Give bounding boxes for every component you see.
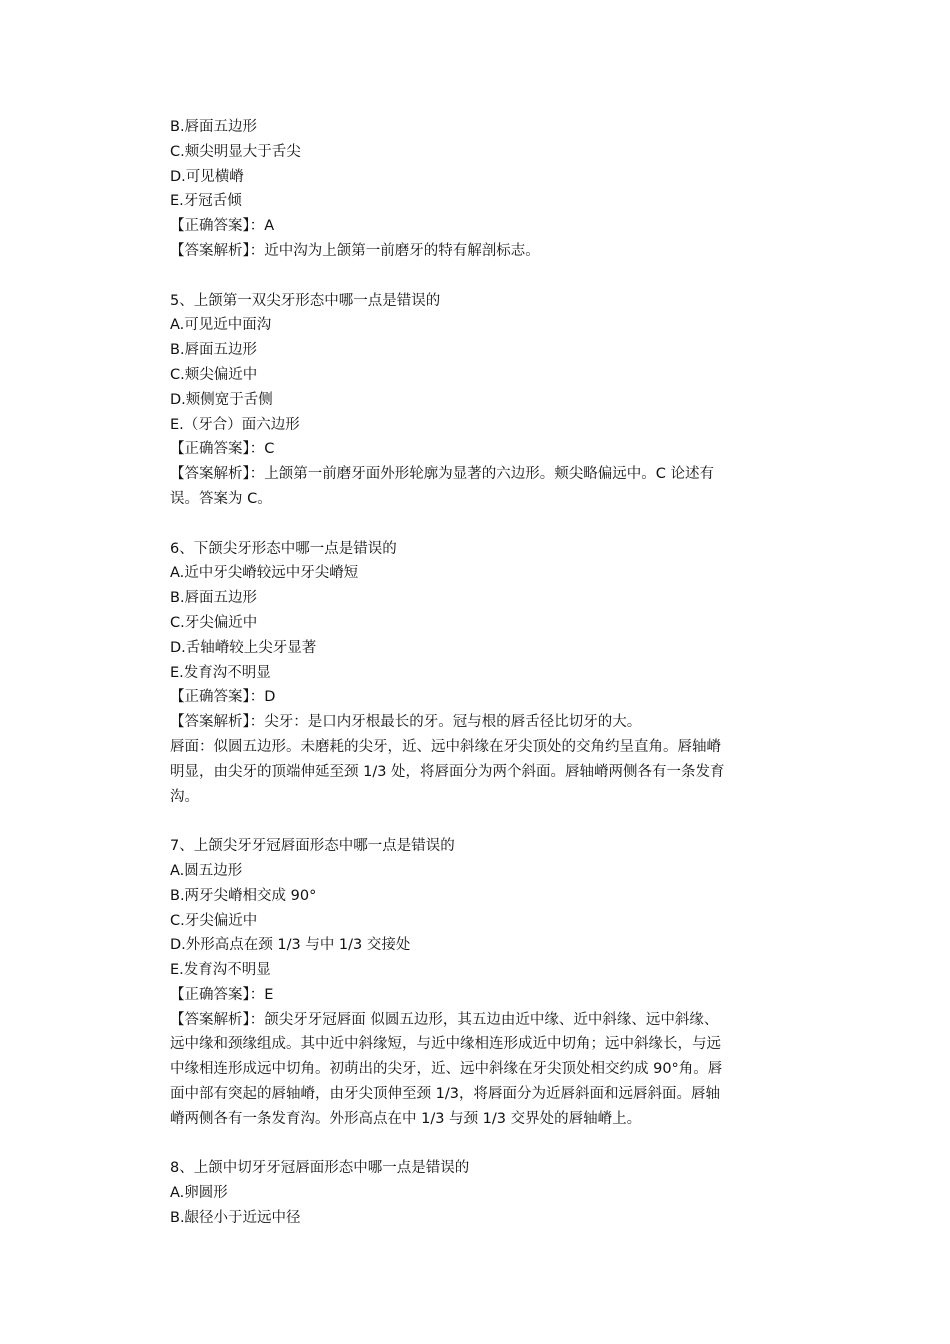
answer-line: 【正确答案】：E <box>170 986 274 1003</box>
answer-line: 【正确答案】：D <box>170 689 276 706</box>
explanation-line: 面中部有突起的唇轴嵴，由牙尖顶伸至颈 1/3，将唇面分为近唇斜面和远唇斜面。唇轴 <box>170 1086 720 1103</box>
explanation-line: 明显，由尖牙的顶端伸延至颈 1/3 处，将唇面分为两个斜面。唇轴嵴两侧各有一条发育 <box>170 763 725 780</box>
explanation-line: 中缘相连形成远中切角。初萌出的尖牙，近、远中斜缘在牙尖顶处相交约成 90°角。唇 <box>170 1061 723 1078</box>
option-line: E.发育沟不明显 <box>170 962 271 979</box>
option-line: C.颊尖偏近中 <box>170 366 258 383</box>
explanation-line: 唇面：似圆五边形。未磨耗的尖牙，近、远中斜缘在牙尖顶处的交角约呈直角。唇轴嵴 <box>170 738 721 755</box>
option-line: C.牙尖偏近中 <box>170 912 258 929</box>
answer-line: 【正确答案】：A <box>170 218 275 235</box>
option-line: E.（牙合）面六边形 <box>170 416 300 433</box>
option-line: B.唇面五边形 <box>170 342 258 359</box>
option-line: B.唇面五边形 <box>170 590 258 607</box>
option-line: A.卵圆形 <box>170 1185 228 1202</box>
option-line: A.可见近中面沟 <box>170 317 272 334</box>
document-page <box>170 115 820 1231</box>
explanation-line: 【答案解析】：上颌第一前磨牙面外形轮廓为显著的六边形。颊尖略偏远中。C 论述有 <box>170 466 714 483</box>
question-title: 7、上颌尖牙牙冠唇面形态中哪一点是错误的 <box>170 838 455 855</box>
explanation-line: 误。答案为 C。 <box>170 490 272 507</box>
explanation-line: 沟。 <box>170 788 199 805</box>
option-line: B.龈径小于近远中径 <box>170 1210 301 1227</box>
paragraph-gap <box>170 809 820 834</box>
answer-line: 【正确答案】：C <box>170 441 275 458</box>
option-line: D.舌轴嵴较上尖牙显著 <box>170 639 317 656</box>
explanation-line: 嵴两侧各有一条发育沟。外形高点在中 1/3 与颈 1/3 交界处的唇轴嵴上。 <box>170 1110 642 1127</box>
option-line: D.颊侧宽于舌侧 <box>170 391 273 408</box>
explanation-line: 远中缘和颈缘组成。其中近中斜缘短，与近中缘相连形成近中切角；远中斜缘长，与远 <box>170 1036 721 1053</box>
explanation-line: 【答案解析】：颌尖牙牙冠唇面 似圆五边形，其五边由近中缘、近中斜缘、远中斜缘、 <box>170 1011 719 1028</box>
option-line: C.牙尖偏近中 <box>170 614 258 631</box>
text-line: C.颊尖明显大于舌尖 <box>170 143 301 160</box>
text-line: E.牙冠舌倾 <box>170 193 242 210</box>
option-line: E.发育沟不明显 <box>170 664 271 681</box>
paragraph-gap <box>170 1132 820 1157</box>
option-line: A.近中牙尖嵴较远中牙尖嵴短 <box>170 565 359 582</box>
text-line: B.唇面五边形 <box>170 119 258 135</box>
text-line: D.可见横嵴 <box>170 168 244 185</box>
question-title: 6、下颌尖牙形态中哪一点是错误的 <box>170 540 397 557</box>
option-line: D.外形高点在颈 1/3 与中 1/3 交接处 <box>170 937 411 954</box>
explanation-line: 【答案解析】：尖牙：是口内牙根最长的牙。冠与根的唇舌径比切牙的大。 <box>170 714 642 731</box>
option-line: B.两牙尖嵴相交成 90° <box>170 887 317 904</box>
explanation-line: 【答案解析】：近中沟为上颌第一前磨牙的特有解剖标志。 <box>170 242 540 259</box>
question-title: 5、上颌第一双尖牙形态中哪一点是错误的 <box>170 292 441 309</box>
option-line: A.圆五边形 <box>170 862 243 879</box>
question-title: 8、上颌中切牙牙冠唇面形态中哪一点是错误的 <box>170 1160 470 1177</box>
paragraph-gap <box>170 512 820 537</box>
paragraph-gap <box>170 264 820 289</box>
